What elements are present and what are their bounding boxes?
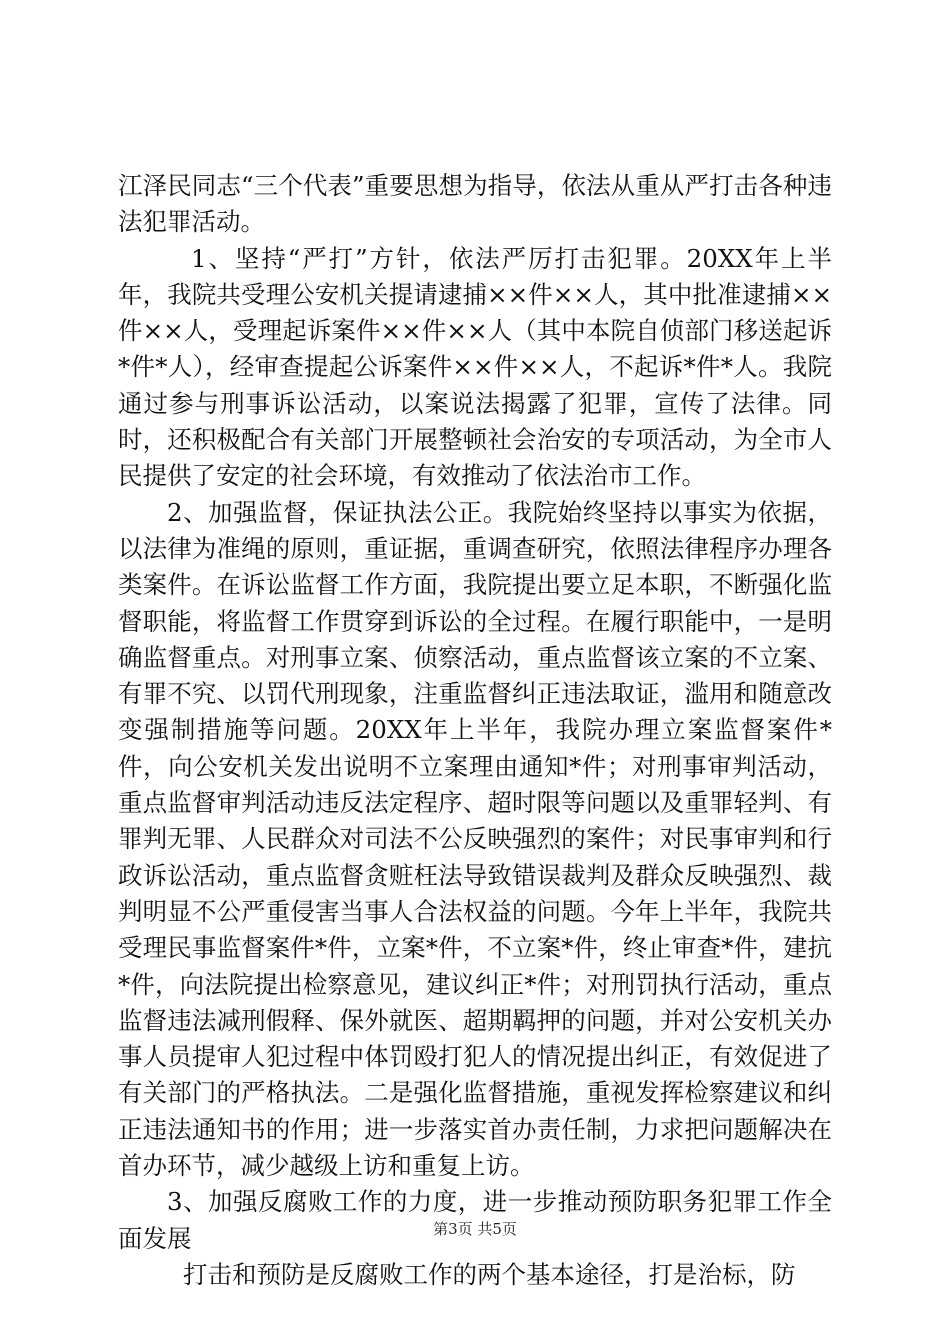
paragraph-1: 江泽民同志“三个代表”重要思想为指导，依法从重从严打击各种违法犯罪活动。 — [118, 171, 832, 237]
paragraph-5: 打击和预防是反腐败工作的两个基本途径，打是治标，防 — [183, 1259, 796, 1289]
page-number: 第3页 共5页 — [433, 1220, 517, 1238]
page-footer — [0, 1218, 950, 1239]
paragraph-2: 1、坚持“严打”方针，依法严厉打击犯罪。20XX年上半年，我院共受理公安机关提请逮捕××件××人，其中批准逮捕××件××人，受理起诉案件××件××人（其中本院自侦部门移送起诉*件*人），经审查提起公诉案件××件××人，不起诉*件*人。我院通过参与刑事诉讼活动，以案说法揭露了犯罪，宣传了法律。同时，还积极配合有关部门开展整顿社会治安的专项活动，为全市人民提供了安定的社会环境，有效推动了依法治市工作。 — [118, 243, 832, 491]
paragraph-4: 3、加强反腐败工作的力度，进一步推动预防职务犯罪工作全面发展 — [118, 1187, 832, 1253]
paragraph-3: 2、加强监督，保证执法公正。我院始终坚持以事实为依据，以法律为准绳的原则，重证据，重调查研究，依照法律程序办理各类案件。在诉讼监督工作方面，我院提出要立足本职，不断强化监督职能，将监督工作贯穿到诉讼的全过程。在履行职能中，一是明确监督重点。对刑事立案、侦察活动，重点监督该立案的不立案、有罪不究、以罚代刑现象，注重监督纠正违法取证，滥用和随意改变强制措施等问题。20XX年上半年，我院办理立案监督案件*件，向公安机关发出说明不立案理由通知*件；对刑事审判活动，重点监督审判活动违反法定程序、超时限等问题以及重罪轻判、有罪判无罪、人民群众对司法不公反映强烈的案件；对民事审判和行政诉讼活动，重点监督贪赃枉法导致错误裁判及群众反映强烈、裁判明显不公严重侵害当事人合法权益的问题。今年上半年，我院共受理民事监督案件*件，立案*件，不立案*件，终止审查*件，建抗*件，向法院提出检察意见，建议纠正*件；对刑罚执行活动，重点监督违法减刑假释、保外就医、超期羁押的问题，并对公安机关办事人员提审人犯过程中体罚殴打犯人的情况提出纠正，有效促进了有关部门的严格执法。二是强化监督措施，重视发挥检察建议和纠正违法通知书的作用；进一步落实首办责任制，力求把问题解决在首办环节，减少越级上访和重复上访。 — [118, 497, 832, 1181]
document-body — [118, 168, 832, 1293]
